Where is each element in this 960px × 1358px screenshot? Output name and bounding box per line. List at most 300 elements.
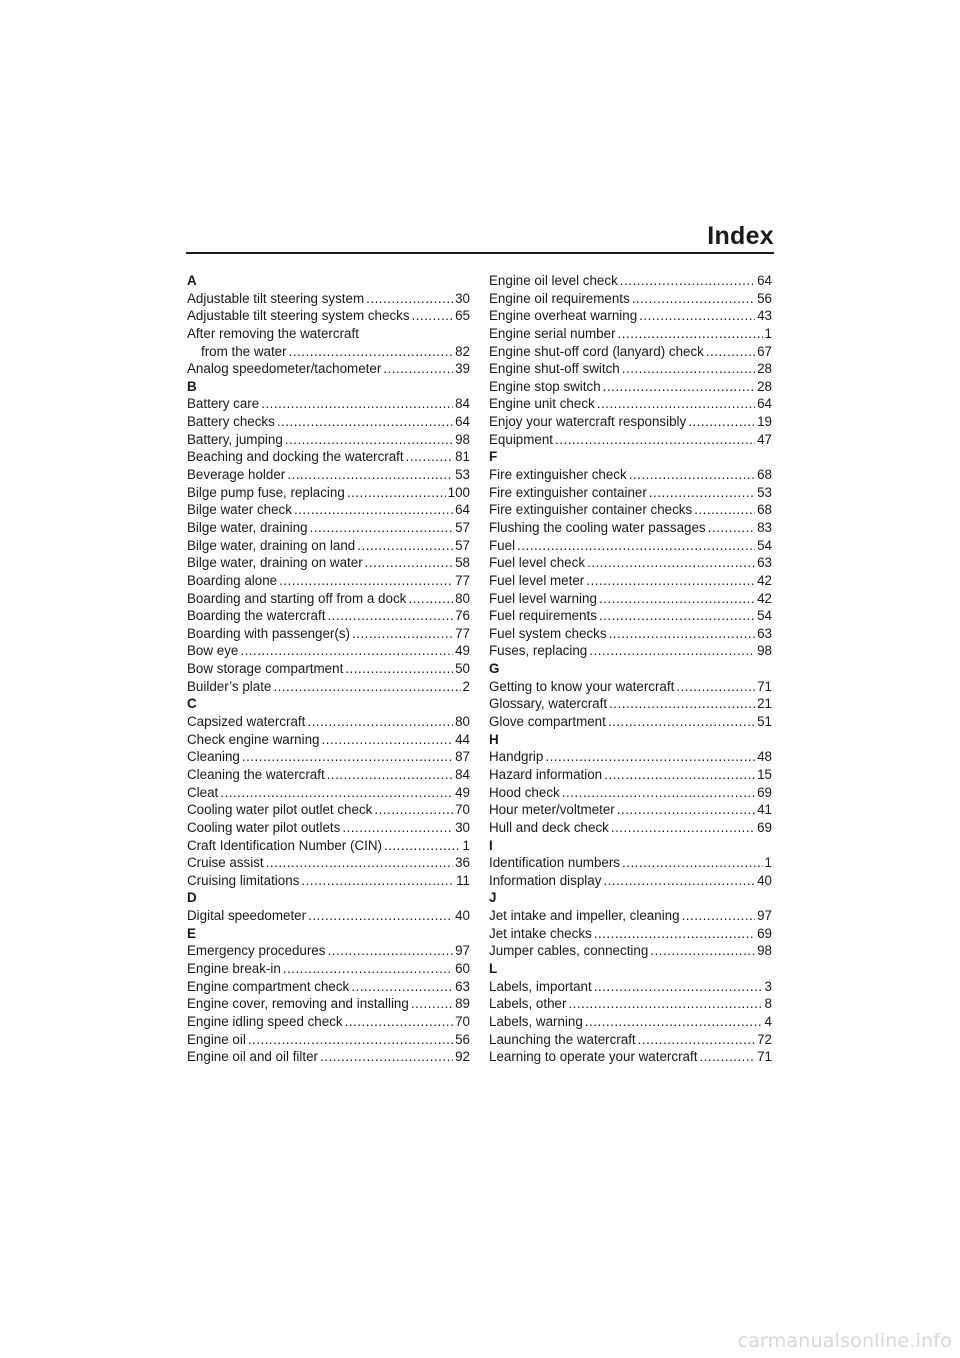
dot-leader — [609, 625, 756, 643]
index-page-number: 63 — [757, 555, 772, 571]
index-entry — [187, 1048, 470, 1066]
index-entry-label: Battery, jumping — [187, 431, 283, 447]
index-entry — [489, 819, 772, 837]
index-page-number: 56 — [455, 1031, 470, 1047]
index-entry — [489, 784, 772, 802]
index-entry-label: Bilge water, draining on land — [187, 537, 356, 553]
dot-leader — [594, 978, 763, 996]
dot-leader — [555, 431, 755, 449]
dot-leader — [676, 678, 755, 696]
dot-leader — [289, 343, 454, 361]
index-entry-label: Battery checks — [187, 414, 275, 430]
index-page-number: 77 — [455, 625, 470, 641]
index-entry-label: Glove compartment — [489, 714, 606, 730]
dot-leader — [320, 1048, 453, 1066]
index-page-number: 84 — [455, 766, 470, 782]
index-entry-label: Identification numbers — [489, 855, 621, 871]
index-page-number: 84 — [455, 396, 470, 412]
index-entry — [187, 413, 470, 431]
index-entry-label: Analog speedometer/tachometer — [187, 361, 382, 377]
index-page-number: 40 — [757, 872, 772, 888]
index-entry-label: Digital speedometer — [187, 908, 307, 924]
index-entry — [489, 343, 772, 361]
index-entry — [187, 607, 470, 625]
page-title: Index — [707, 222, 774, 250]
index-page-number: 76 — [455, 608, 470, 624]
index-entry — [187, 854, 470, 872]
index-entry-label: Jumper cables, connecting — [489, 943, 649, 959]
index-entry-label: Capsized watercraft — [187, 714, 306, 730]
index-page-number: 98 — [455, 431, 470, 447]
dot-leader — [408, 590, 453, 608]
index-page-number: 53 — [455, 467, 470, 483]
index-letter-heading: E — [187, 925, 196, 941]
dot-leader — [604, 766, 755, 784]
index-entry — [187, 1013, 470, 1031]
index-column-left — [187, 272, 470, 1066]
dot-leader — [327, 607, 453, 625]
index-page-number: 70 — [455, 1013, 470, 1029]
index-entry — [187, 466, 470, 484]
index-letter-heading: I — [489, 837, 493, 853]
index-entry — [489, 942, 772, 960]
dot-leader — [412, 307, 454, 325]
index-letter-heading: L — [489, 960, 498, 976]
index-page-number: 97 — [455, 943, 470, 959]
index-letter-heading: F — [489, 449, 498, 465]
dot-leader — [347, 484, 446, 502]
dot-leader — [352, 625, 453, 643]
dot-leader — [279, 572, 453, 590]
index-page-number: 53 — [757, 484, 772, 500]
index-page-number: 36 — [455, 855, 470, 871]
dot-leader — [694, 501, 755, 519]
index-letter-heading: H — [489, 731, 499, 747]
index-page-number: 2 — [462, 678, 470, 694]
dot-leader — [609, 695, 755, 713]
index-entry — [187, 554, 470, 572]
index-entry-label: Fire extinguisher check — [489, 467, 627, 483]
dot-leader — [266, 854, 453, 872]
index-entry-label: Engine unit check — [489, 396, 595, 412]
index-page-number: 63 — [455, 978, 470, 994]
index-entry — [489, 607, 772, 625]
index-entry — [489, 360, 772, 378]
index-page-number: 97 — [757, 908, 772, 924]
index-entry — [187, 837, 470, 855]
dot-leader — [327, 766, 453, 784]
index-entry-label: Engine break-in — [187, 960, 281, 976]
index-entry — [489, 766, 772, 784]
index-entry-label: Cooling water pilot outlet check — [187, 802, 373, 818]
index-entry — [489, 395, 772, 413]
index-entry-label: Fuel — [489, 537, 516, 553]
index-letter-heading: D — [187, 890, 197, 906]
index-entry — [187, 660, 470, 678]
index-entry-label: Adjustable tilt steering system checks — [187, 308, 410, 324]
index-letter-heading: C — [187, 696, 197, 712]
dot-leader — [587, 554, 755, 572]
index-page-number: 71 — [757, 678, 772, 694]
index-entry — [187, 572, 470, 590]
index-entry — [489, 272, 772, 290]
index-entry-label: Craft Identification Number (CIN) — [187, 837, 382, 853]
index-entry — [489, 413, 772, 431]
index-entry — [187, 960, 470, 978]
index-letter-heading: G — [489, 661, 500, 677]
index-entry-label: Engine oil and oil filter — [187, 1049, 319, 1065]
index-page-number: 11 — [456, 872, 470, 888]
dot-leader — [639, 307, 755, 325]
dot-leader — [285, 431, 453, 449]
index-entry — [489, 519, 772, 537]
dot-leader — [357, 537, 453, 555]
index-page-number: 56 — [757, 290, 772, 306]
index-entry — [187, 290, 470, 308]
watermark-text: carmanualsonline.info — [737, 1330, 952, 1352]
index-page-number: 58 — [455, 555, 470, 571]
index-entry — [187, 642, 470, 660]
index-entry — [489, 642, 772, 660]
dot-leader — [545, 748, 755, 766]
index-entry-label: Bow eye — [187, 643, 239, 659]
index-entry — [187, 1031, 470, 1049]
dot-leader — [294, 501, 453, 519]
index-entry — [187, 484, 470, 502]
index-page-number: 82 — [455, 343, 470, 359]
index-page-number: 1 — [462, 837, 470, 853]
index-entry-label: Engine oil — [187, 1031, 246, 1047]
index-entry-label: Fuel level meter — [489, 572, 585, 588]
index-entry — [489, 537, 772, 555]
index-entry — [489, 290, 772, 308]
index-entry-label: Cruise assist — [187, 855, 264, 871]
index-page-number: 100 — [447, 484, 470, 500]
index-entry — [489, 978, 772, 996]
index-entry-label: Fuses, replacing — [489, 643, 588, 659]
index-entry-label: Hull and deck check — [489, 819, 609, 835]
index-entry — [489, 1013, 772, 1031]
index-entry — [489, 748, 772, 766]
index-entry-label: Fire extinguisher container checks — [489, 502, 693, 518]
index-entry-label: Check engine warning — [187, 731, 320, 747]
index-entry — [187, 995, 470, 1013]
dot-leader — [283, 960, 453, 978]
index-page-number: 42 — [757, 590, 772, 606]
index-entry — [489, 466, 772, 484]
index-entry — [187, 731, 470, 749]
index-entry — [489, 307, 772, 325]
index-entry — [489, 431, 772, 449]
dot-leader — [345, 1013, 454, 1031]
index-entry — [489, 484, 772, 502]
index-page-number: 49 — [455, 784, 470, 800]
dot-leader — [611, 819, 755, 837]
index-entry — [187, 819, 470, 837]
index-entry-label: Flushing the cooling water passages — [489, 519, 706, 535]
index-page-number: 72 — [757, 1031, 772, 1047]
index-entry-label: Launching the watercraft — [489, 1031, 636, 1047]
dot-leader — [688, 413, 755, 431]
index-page-number: 1 — [764, 855, 772, 871]
dot-leader — [632, 290, 755, 308]
index-page-number: 49 — [455, 643, 470, 659]
index-page-number: 98 — [757, 943, 772, 959]
index-entry — [187, 448, 470, 466]
index-entry — [187, 395, 470, 413]
index-entry-label: Glossary, watercraft — [489, 696, 608, 712]
index-page-number: 60 — [455, 960, 470, 976]
index-entry-label: Engine serial number — [489, 325, 616, 341]
index-entry-label: Engine overheat warning — [489, 308, 638, 324]
dot-leader — [603, 378, 755, 396]
index-page-number: 44 — [455, 731, 470, 747]
dot-leader — [287, 466, 453, 484]
index-letter-heading: A — [187, 273, 197, 288]
index-page-number: 69 — [757, 784, 772, 800]
index-entry — [489, 1031, 772, 1049]
index-page-number: 64 — [455, 502, 470, 518]
index-page-number: 57 — [455, 519, 470, 535]
index-entry — [489, 695, 772, 713]
dot-leader — [327, 942, 453, 960]
index-page-number: 71 — [757, 1049, 772, 1065]
dot-leader — [618, 325, 763, 343]
index-entry — [187, 801, 470, 819]
index-entry-label: Builder’s plate — [187, 678, 272, 694]
index-entry — [489, 378, 772, 396]
index-entry-label: Hour meter/voltmeter — [489, 802, 615, 818]
dot-leader — [406, 448, 453, 466]
dot-leader — [620, 272, 755, 290]
dot-leader — [650, 942, 755, 960]
dot-leader — [617, 801, 755, 819]
index-page-number: 41 — [757, 802, 772, 818]
index-entry — [489, 572, 772, 590]
index-column-right — [489, 272, 772, 1066]
index-page-number: 83 — [757, 519, 772, 535]
index-entry — [489, 925, 772, 943]
index-entry — [187, 431, 470, 449]
index-page-number: 21 — [757, 696, 772, 712]
index-entry-label: Bilge water, draining — [187, 519, 308, 535]
index-entry-label: Cruising limitations — [187, 872, 300, 888]
index-entry — [489, 854, 772, 872]
dot-leader — [322, 731, 454, 749]
index-entry-label: Engine oil level check — [489, 273, 618, 288]
index-entry — [187, 784, 470, 802]
dot-leader — [261, 395, 453, 413]
index-entry-label: Boarding the watercraft — [187, 608, 326, 624]
index-entry-label: Cleaning — [187, 749, 240, 765]
dot-leader — [589, 642, 755, 660]
index-page-number: 47 — [757, 431, 772, 447]
dot-leader — [622, 360, 755, 378]
index-entry-label: Adjustable tilt steering system — [187, 290, 365, 306]
index-letter-heading: J — [489, 890, 497, 906]
dot-leader — [248, 1031, 453, 1049]
dot-leader — [699, 1048, 755, 1066]
index-entry — [187, 678, 470, 696]
index-entry-label: Jet intake and impeller, cleaning — [489, 908, 680, 924]
index-page-number: 1 — [764, 325, 772, 341]
index-page-number: 51 — [757, 714, 772, 730]
index-entry — [187, 942, 470, 960]
dot-leader — [649, 484, 755, 502]
index-entry — [187, 978, 470, 996]
index-entry-label: Engine shut-off cord (lanyard) check — [489, 343, 704, 359]
dot-leader — [307, 713, 453, 731]
index-page-number: 67 — [757, 343, 772, 359]
index-page-number: 40 — [455, 908, 470, 924]
index-page-number: 43 — [757, 308, 772, 324]
index-entry-label: Labels, other — [489, 996, 567, 1012]
index-entry-label: Learning to operate your watercraft — [489, 1049, 698, 1065]
index-page-number: 92 — [455, 1049, 470, 1065]
index-entry-label: Boarding alone — [187, 572, 278, 588]
index-entry — [187, 360, 470, 378]
index-page-number: 64 — [757, 396, 772, 412]
index-page-number: 28 — [757, 361, 772, 377]
index-page-number: 30 — [455, 819, 470, 835]
index-page-number: 98 — [757, 643, 772, 659]
index-entry-label: Beverage holder — [187, 467, 286, 483]
index-page-number: 15 — [757, 766, 772, 782]
index-entry-label: from the water — [201, 343, 287, 359]
index-entry-label: Fuel level check — [489, 555, 586, 571]
index-entry — [489, 501, 772, 519]
index-entry — [489, 1048, 772, 1066]
index-entry-label: Handgrip — [489, 749, 544, 765]
index-entry-label: Equipment — [489, 431, 554, 447]
index-entry-label: Cleat — [187, 784, 219, 800]
index-page-number: 80 — [455, 590, 470, 606]
index-entry — [489, 625, 772, 643]
index-entry-label: Emergency procedures — [187, 943, 326, 959]
dot-leader — [586, 572, 755, 590]
index-page-number: 19 — [757, 414, 772, 430]
index-entry — [489, 872, 772, 890]
index-page-number: 39 — [455, 361, 470, 377]
index-entry-label: Engine oil requirements — [489, 290, 630, 306]
dot-leader — [562, 784, 755, 802]
index-entry — [187, 625, 470, 643]
index-entry — [489, 554, 772, 572]
index-page-number: 87 — [455, 749, 470, 765]
index-entry-label: Engine shut-off switch — [489, 361, 620, 377]
index-entry-label: Labels, warning — [489, 1013, 583, 1029]
index-page-number: 8 — [764, 996, 772, 1012]
index-entry — [187, 519, 470, 537]
index-page-number: 65 — [455, 308, 470, 324]
index-page-number: 64 — [757, 273, 772, 288]
index-entry-label: Bilge pump fuse, replacing — [187, 484, 345, 500]
index-entry-label: Boarding and starting off from a dock — [187, 590, 407, 606]
dot-leader — [411, 995, 453, 1013]
index-entry — [187, 590, 470, 608]
dot-leader — [608, 713, 755, 731]
index-page-number: 28 — [757, 378, 772, 394]
index-letter-heading: B — [187, 378, 197, 394]
dot-leader — [599, 607, 755, 625]
index-entry — [489, 801, 772, 819]
index-entry-label: Fuel system checks — [489, 625, 607, 641]
index-entry — [187, 872, 470, 890]
dot-leader — [273, 678, 460, 696]
index-entry-label: Engine idling speed check — [187, 1013, 343, 1029]
index-entry-label: Bow storage compartment — [187, 661, 344, 677]
dot-leader — [597, 395, 755, 413]
index-entry-label: Cooling water pilot outlets — [187, 819, 341, 835]
index-page-number: 48 — [757, 749, 772, 765]
index-entry-label: Fuel level warning — [489, 590, 597, 606]
dot-leader — [517, 537, 755, 555]
index-page-number: 81 — [455, 449, 470, 465]
dot-leader — [708, 519, 755, 537]
index-entry-label: Getting to know your watercraft — [489, 678, 675, 694]
index-page-number: 68 — [757, 502, 772, 518]
index-page-number: 54 — [757, 608, 772, 624]
index-entry-label: Hazard information — [489, 766, 603, 782]
index-entry-label: Engine stop switch — [489, 378, 601, 394]
index-entry — [489, 907, 772, 925]
dot-leader — [603, 872, 755, 890]
index-entry — [187, 537, 470, 555]
index-entry-label: Jet intake checks — [489, 925, 592, 941]
index-entry — [489, 713, 772, 731]
index-page-number: 50 — [455, 661, 470, 677]
dot-leader — [277, 413, 453, 431]
index-page-number: 69 — [757, 819, 772, 835]
dot-leader — [384, 837, 461, 855]
index-entry-label: Bilge water check — [187, 502, 292, 518]
index-page-number: 80 — [455, 714, 470, 730]
index-entry — [187, 713, 470, 731]
index-entry-label: Hood check — [489, 784, 560, 800]
index-page-number: 69 — [757, 925, 772, 941]
index-page-number: 64 — [455, 414, 470, 430]
index-entry-label: Information display — [489, 872, 602, 888]
index-entry — [187, 748, 470, 766]
index-entry-label: Fire extinguisher container — [489, 484, 647, 500]
index-entry — [489, 325, 772, 343]
index-entry — [489, 678, 772, 696]
index-entry — [489, 590, 772, 608]
index-page-number: 89 — [455, 996, 470, 1012]
dot-leader — [599, 590, 755, 608]
index-entry-label: Bilge water, draining on water — [187, 555, 363, 571]
dot-leader — [383, 360, 453, 378]
dot-leader — [638, 1031, 755, 1049]
dot-leader — [594, 925, 755, 943]
index-entry-label: Battery care — [187, 396, 260, 412]
index-page-number: 70 — [455, 802, 470, 818]
index-page-number: 77 — [455, 572, 470, 588]
dot-leader — [622, 854, 763, 872]
dot-leader — [374, 801, 453, 819]
dot-leader — [568, 995, 762, 1013]
index-page-number: 42 — [757, 572, 772, 588]
index-entry-label: Engine compartment check — [187, 978, 350, 994]
dot-leader — [220, 784, 453, 802]
index-page-number: 4 — [764, 1013, 772, 1029]
index-entry — [489, 995, 772, 1013]
dot-leader — [342, 819, 453, 837]
dot-leader — [366, 290, 453, 308]
index-entry-label: Beaching and docking the watercraft — [187, 449, 404, 465]
index-entry — [187, 766, 470, 784]
dot-leader — [629, 466, 755, 484]
